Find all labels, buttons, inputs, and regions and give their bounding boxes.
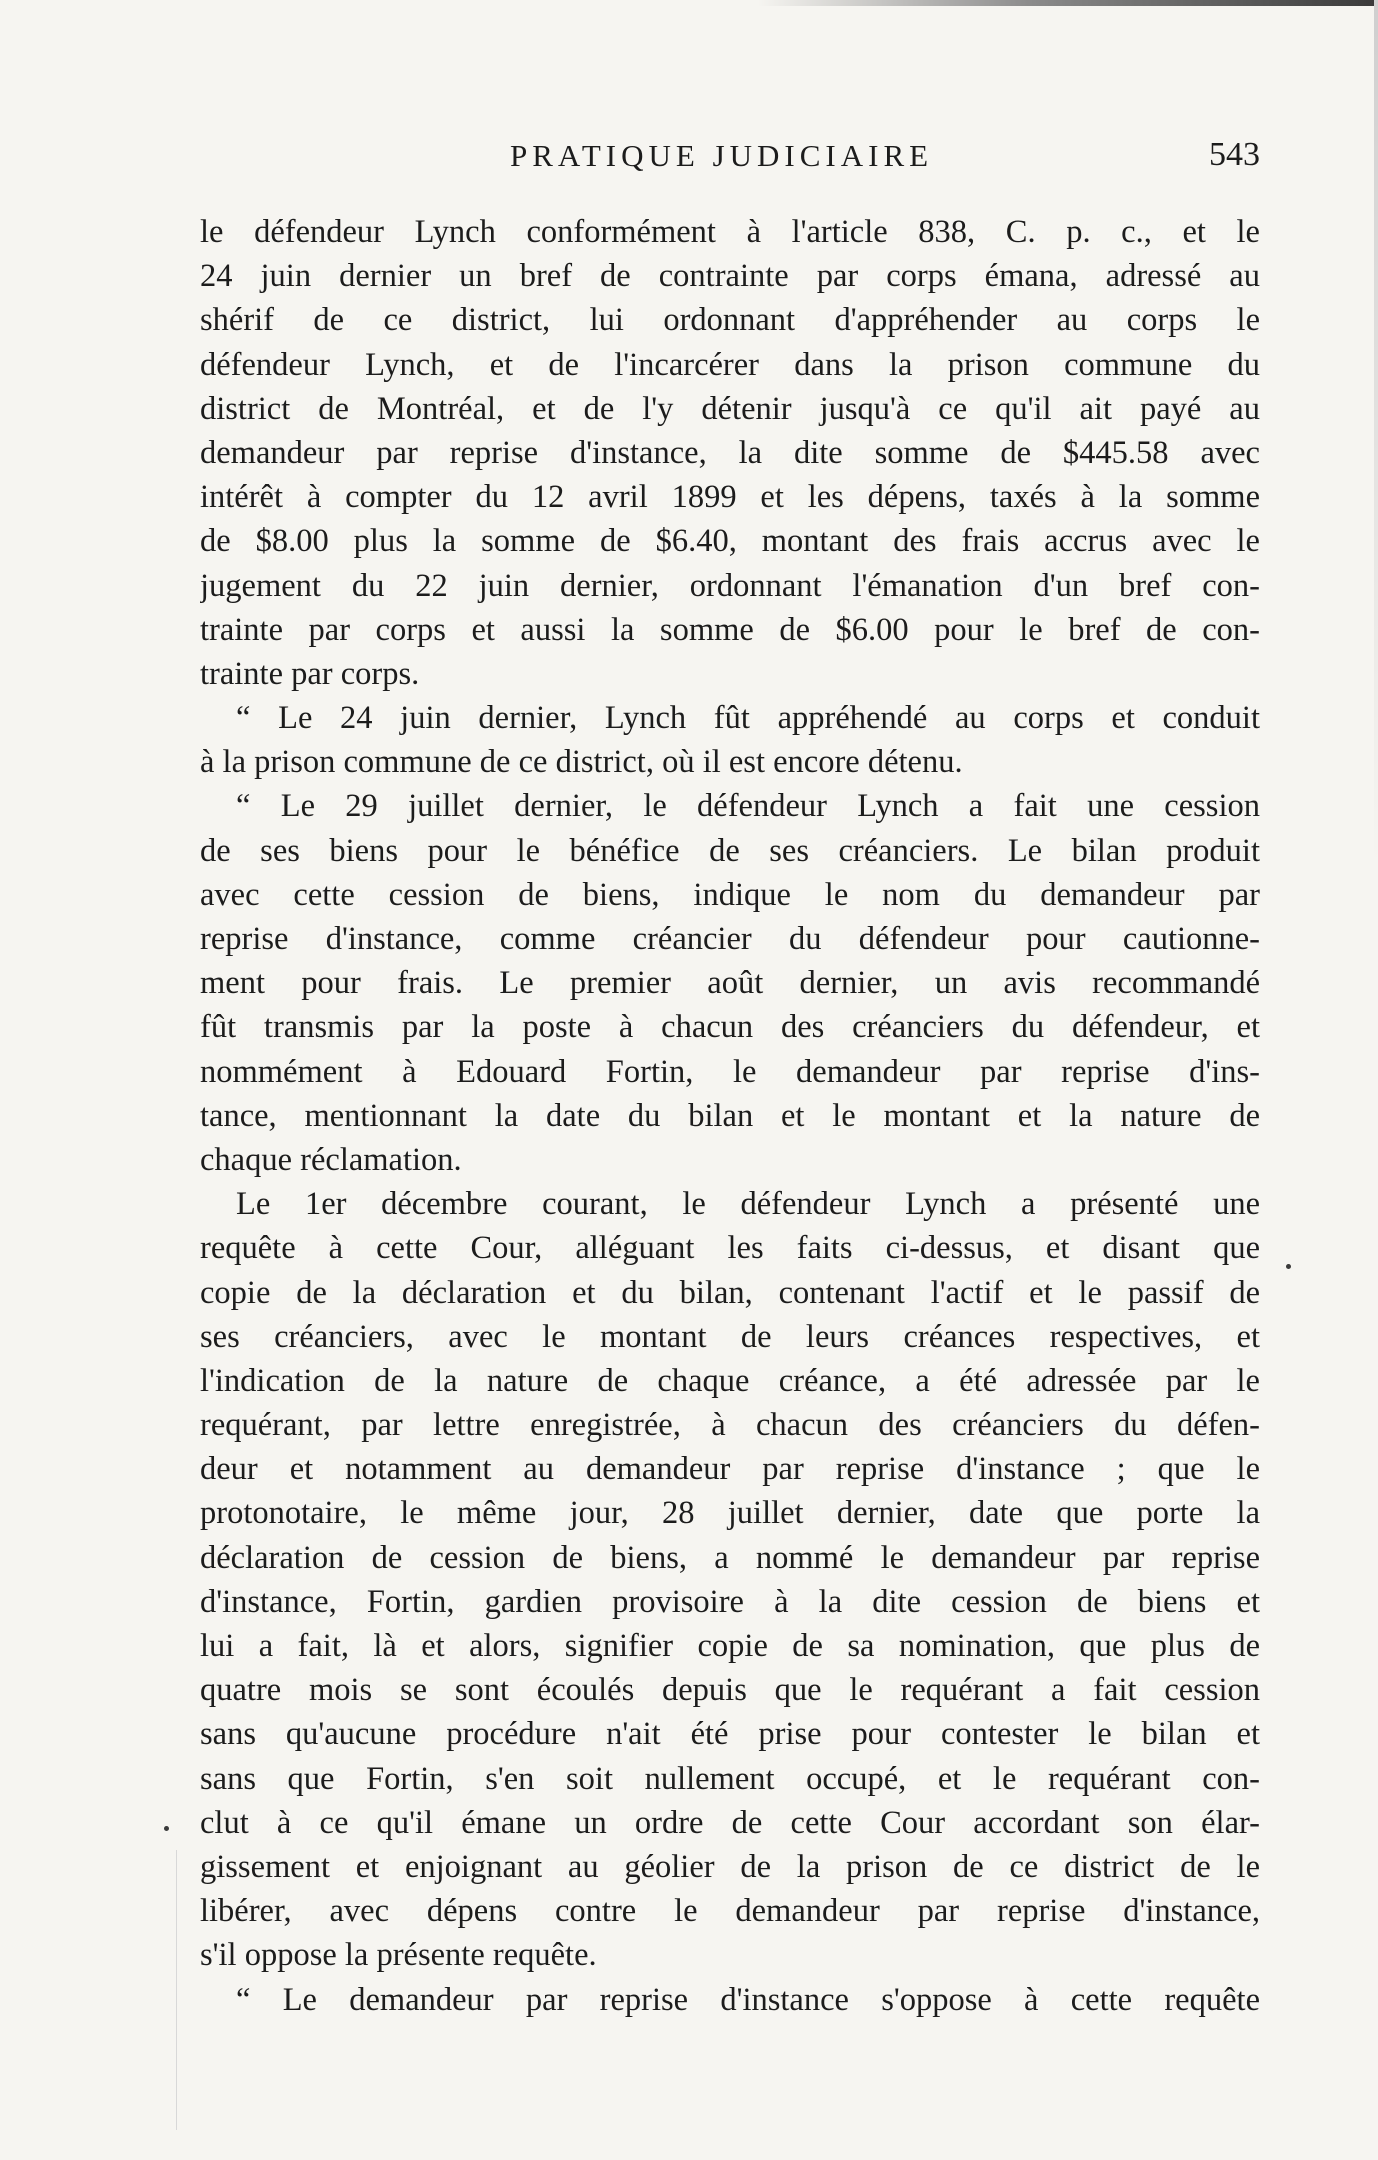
text-line: trainte par corps. xyxy=(200,655,420,692)
margin-speck xyxy=(1286,1264,1291,1269)
margin-fold-line xyxy=(176,1850,177,2130)
page-number: 543 xyxy=(1209,136,1260,173)
text-line: ment pour frais. Le premier août dernier, un avis recommandé xyxy=(200,965,1260,1002)
text-line: fût transmis par la poste à chacun des créanciers du défendeur, et xyxy=(200,1009,1260,1046)
text-line: chaque réclamation. xyxy=(200,1141,462,1178)
text-line: à la prison commune de ce district, où il est encore détenu. xyxy=(200,744,963,781)
text-line: reprise d'instance, comme créancier du défendeur pour cautionne- xyxy=(200,921,1260,957)
running-title: PRATIQUE JUDICIAIRE xyxy=(510,138,934,173)
text-line: quatre mois se sont écoulés depuis que le requérant a fait cession xyxy=(200,1672,1260,1709)
page-header xyxy=(200,138,1260,188)
text-line: avec cette cession de biens, indique le nom du demandeur par xyxy=(200,876,1260,913)
text-line: requête à cette Cour, alléguant les faits ci-dessus, et disant que xyxy=(200,1230,1260,1267)
text-line: déclaration de cession de biens, a nommé le demandeur par reprise xyxy=(200,1539,1260,1576)
text-line: 24 juin dernier un bref de contrainte par corps émana, adressé au xyxy=(200,258,1260,295)
text-line: gissement et enjoignant au géolier de la prison de ce district de le xyxy=(200,1848,1260,1885)
scan-edge-right xyxy=(1374,0,1378,2160)
text-line: sans que Fortin, s'en soit nullement occupé, et le requérant con- xyxy=(200,1760,1260,1797)
text-line: demandeur par reprise d'instance, la dite somme de $445.58 avec xyxy=(200,434,1260,471)
text-line: tance, mentionnant la date du bilan et le montant et la nature de xyxy=(200,1097,1260,1134)
text-line: trainte par corps et aussi la somme de $6.00 pour le bref de con- xyxy=(200,611,1260,648)
text-line: nommément à Edouard Fortin, le demandeur par reprise d'ins- xyxy=(200,1053,1260,1090)
scan-edge-top xyxy=(0,0,1378,6)
text-line: clut à ce qu'il émane un ordre de cette Cour accordant son élar- xyxy=(200,1804,1260,1841)
text-line: “ Le demandeur par reprise d'instance s'oppose à cette requête xyxy=(236,1981,1260,2018)
text-line: ses créanciers, avec le montant de leurs créances respectives, et xyxy=(200,1318,1260,1355)
text-line: “ Le 29 juillet dernier, le défendeur Lynch a fait une cession xyxy=(236,788,1260,825)
text-line: de ses biens pour le bénéfice de ses créanciers. Le bilan produit xyxy=(200,832,1260,869)
text-line: requérant, par lettre enregistrée, à chacun des créanciers du défen- xyxy=(200,1407,1260,1444)
text-line: s'il oppose la présente requête. xyxy=(200,1937,597,1974)
text-line: sans qu'aucune procédure n'ait été prise pour contester le bilan et xyxy=(200,1716,1260,1753)
text-line: “ Le 24 juin dernier, Lynch fût appréhendé au corps et conduit xyxy=(236,700,1260,737)
text-line: lui a fait, là et alors, signifier copie de sa nomination, que plus de xyxy=(200,1628,1260,1664)
text-line: Le 1er décembre courant, le défendeur Lynch a présenté une xyxy=(236,1186,1260,1223)
text-line: protonotaire, le même jour, 28 juillet dernier, date que porte la xyxy=(200,1495,1260,1532)
text-line: district de Montréal, et de l'y détenir jusqu'à ce qu'il ait payé au xyxy=(200,390,1260,427)
text-line: shérif de ce district, lui ordonnant d'appréhender au corps le xyxy=(200,302,1260,339)
text-line: de $8.00 plus la somme de $6.40, montant des frais accrus avec le xyxy=(200,523,1260,560)
text-line: le défendeur Lynch conformément à l'article 838, C. p. c., et le xyxy=(200,214,1260,250)
text-line: l'indication de la nature de chaque créance, a été adressée par le xyxy=(200,1362,1260,1399)
body-text xyxy=(200,210,1260,2022)
text-line: jugement du 22 juin dernier, ordonnant l'émanation d'un bref con- xyxy=(200,567,1260,604)
text-line: d'instance, Fortin, gardien provisoire à la dite cession de biens et xyxy=(200,1583,1260,1620)
text-line: intérêt à compter du 12 avril 1899 et les dépens, taxés à la somme xyxy=(200,479,1260,516)
text-line: copie de la déclaration et du bilan, contenant l'actif et le passif de xyxy=(200,1274,1260,1311)
text-line: deur et notamment au demandeur par reprise d'instance ; que le xyxy=(200,1451,1260,1488)
margin-speck xyxy=(164,1826,169,1831)
text-line: défendeur Lynch, et de l'incarcérer dans la prison commune du xyxy=(200,346,1260,383)
text-line: libérer, avec dépens contre le demandeur par reprise d'instance, xyxy=(200,1893,1260,1930)
